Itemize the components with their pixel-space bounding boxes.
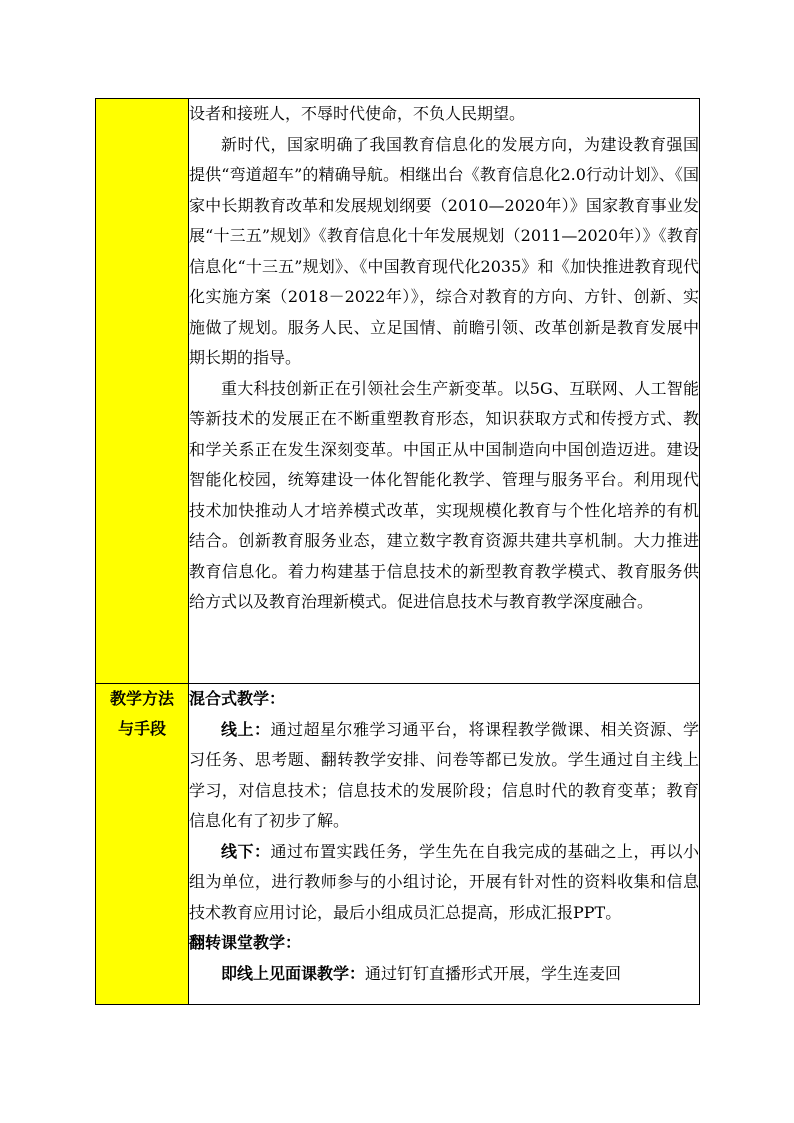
- flipped-heading: 翻转课堂教学：: [189, 933, 302, 952]
- flipped-label: 即线上见面课教学：: [221, 963, 366, 983]
- online-text: 通过超星尔雅学习通平台，将课程教学微课、相关资源、学习任务、思考题、翻转教学安排、问卷等都已发放。学生通过自主线上学习，对信息技术；信息技术的发展阶段；信息时代的教育变革；教育信息化有了初步了解。: [189, 719, 699, 830]
- online-label: 线上：: [221, 719, 271, 739]
- online-paragraph: [189, 715, 699, 837]
- row-label-cell: [96, 99, 189, 684]
- offline-paragraph: [189, 837, 699, 929]
- paragraph-technology: 重大科技创新正在引领社会生产新变革。以5G、互联网、人工智能等新技术的发展正在不断重塑教育形态，知识获取方式和传授方式、教和学关系正在发生深刻变革。中国正从中国制造向中国创造迈进。建设智能化校园，统筹建设一体化智能化教学、管理与服务平台。利用现代技术加快推动人才培养模式改革，实现规模化教育与个性化培养的有机结合。创新教育服务业态，建立数字教育资源共建共享机制。大力推进教育信息化。着力构建基于信息技术的新型教育教学模式、教育服务供给方式以及教育治理新模式。促进信息技术与教育教学深度融合。: [189, 378, 699, 611]
- offline-text: 通过布置实践任务，学生先在自我完成的基础之上，再以小组为单位，进行教师参与的小组讨论，开展有针对性的资料收集和信息技术教育应用讨论，最后小组成员汇总提高，形成汇报PPT。: [189, 841, 699, 922]
- teaching-methods-content-cell: [189, 684, 700, 1005]
- label-line1: 教学方法: [109, 689, 174, 708]
- row-content-cell: [189, 99, 700, 684]
- paragraph-policy: 新时代，国家明确了我国教育信息化的发展方向，为建设教育强国提供“弯道超车”的精确导航。相继出台《教育信息化2.0行动计划》、《国家中长期教育改革和发展规划纲要（2010—2020年）》国家教育事业发展“十三五”规划》《教育信息化十年发展规划（2011—2020年）》《教育信息化“十三五”规划》、《中国教育现代化2035》和《加快推进教育现代化实施方案（2018－2022年）》，综合对教育的方向、方针、创新、实施做了规划。服务人民、立足国情、前瞻引领、改革创新是教育发展中期长期的指导。: [189, 134, 699, 367]
- teaching-methods-label-cell: [96, 684, 189, 1005]
- label-line2: 与手段: [117, 719, 166, 738]
- blended-heading: 混合式教学：: [189, 689, 286, 708]
- table-row: [96, 99, 700, 684]
- flipped-text: 通过钉钉直播形式开展，学生连麦回: [365, 963, 622, 983]
- paragraph-continuation: 设者和接班人，不辱时代使命，不负人民期望。: [189, 104, 526, 123]
- table-row: [96, 684, 700, 1005]
- lesson-plan-table: [95, 98, 700, 1005]
- flipped-paragraph: [189, 959, 699, 990]
- offline-label: 线下：: [221, 841, 271, 861]
